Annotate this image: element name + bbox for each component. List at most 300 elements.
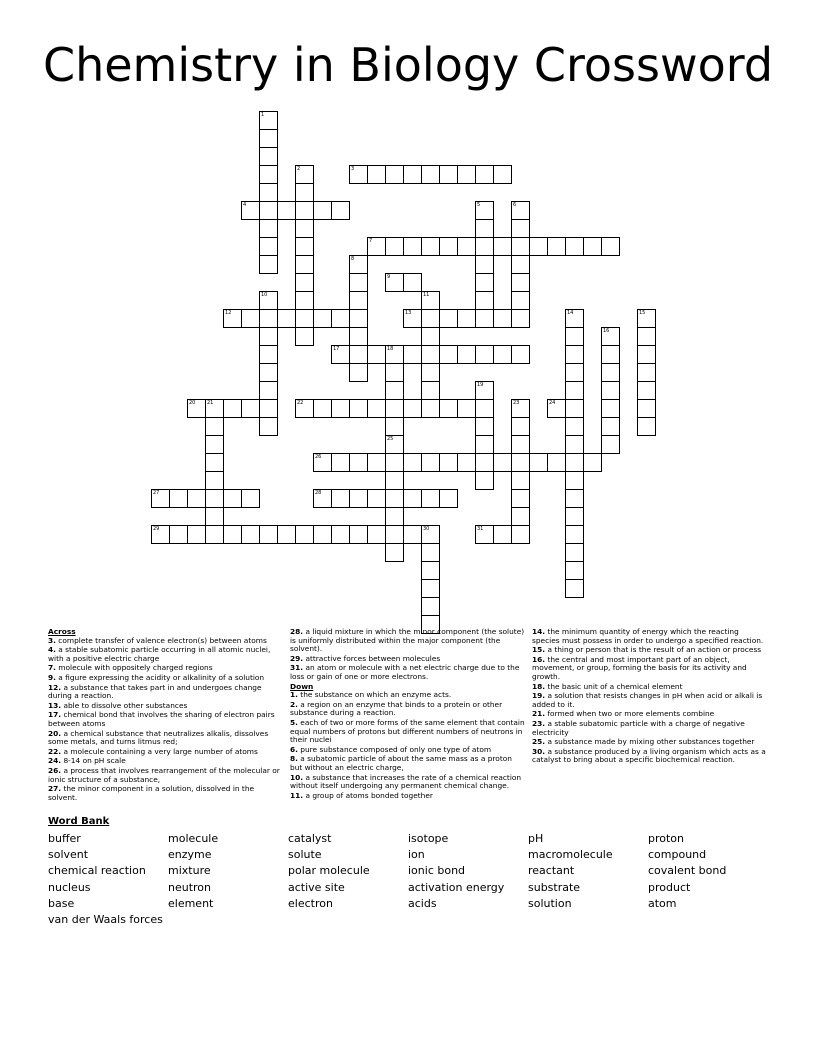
crossword-cell[interactable]: [511, 219, 530, 238]
crossword-cell[interactable]: [421, 237, 440, 256]
crossword-cell[interactable]: [331, 201, 350, 220]
crossword-cell[interactable]: [565, 237, 584, 256]
page-title: Chemistry in Biology Crossword: [42, 38, 774, 92]
word-bank-word: covalent bond: [648, 864, 727, 878]
crossword-cell[interactable]: [421, 309, 440, 328]
crossword-cell[interactable]: [511, 507, 530, 526]
crossword-cell[interactable]: [565, 381, 584, 400]
crossword-cell[interactable]: [457, 453, 476, 472]
crossword-cell[interactable]: [205, 471, 224, 490]
clue-number: 6: [513, 202, 517, 208]
crossword-cell[interactable]: [367, 345, 386, 364]
crossword-cell[interactable]: [475, 525, 494, 544]
crossword-cell[interactable]: [403, 273, 422, 292]
crossword-cell[interactable]: [349, 291, 368, 310]
word-bank-word: molecule: [168, 832, 219, 845]
crossword-cell[interactable]: [331, 525, 350, 544]
clue-number: 24.: [48, 756, 62, 766]
crossword-cell[interactable]: [259, 165, 278, 184]
crossword-cell[interactable]: [187, 399, 206, 418]
crossword-cell[interactable]: [187, 525, 206, 544]
crossword-cell[interactable]: [637, 327, 656, 346]
crossword-cell[interactable]: [385, 237, 404, 256]
crossword-cell[interactable]: [385, 345, 404, 364]
crossword-cell[interactable]: [403, 399, 422, 418]
crossword-cell[interactable]: [475, 165, 494, 184]
crossword-cell[interactable]: [385, 525, 404, 544]
clue-text: the substance on which an enzyme acts.: [297, 690, 452, 700]
crossword-cell[interactable]: [241, 309, 260, 328]
crossword-cell[interactable]: [565, 363, 584, 382]
crossword-cell[interactable]: [637, 309, 656, 328]
crossword-cell[interactable]: [601, 381, 620, 400]
crossword-cell[interactable]: [421, 165, 440, 184]
crossword-cell[interactable]: [475, 219, 494, 238]
crossword-cell[interactable]: [367, 165, 386, 184]
crossword-cell[interactable]: [349, 453, 368, 472]
clue-number: 8: [351, 256, 355, 262]
clue-text: a region on an enzyme that binds to a protein or other substance during a reaction.: [290, 699, 503, 718]
clue-text: chemical bond that involves the sharing of electron pairs between atoms: [48, 710, 275, 728]
crossword-cell[interactable]: [349, 363, 368, 382]
clue-number: 11.: [290, 790, 304, 800]
crossword-cell[interactable]: [493, 237, 512, 256]
down-clue: [532, 748, 768, 765]
clue-number: 29.: [290, 653, 304, 663]
crossword-cell[interactable]: [385, 507, 404, 526]
crossword-cell[interactable]: [295, 525, 314, 544]
word-bank-word: solvent: [48, 848, 89, 862]
crossword-cell[interactable]: [241, 489, 260, 508]
crossword-cell[interactable]: [637, 345, 656, 364]
crossword-cell[interactable]: [565, 543, 584, 562]
clue-text: 8-14 on pH scale: [61, 756, 126, 766]
crossword-cell[interactable]: [295, 183, 314, 202]
crossword-cell[interactable]: [403, 489, 422, 508]
crossword-cell[interactable]: [367, 399, 386, 418]
word-bank-word: atom: [648, 896, 677, 910]
crossword-cell[interactable]: [565, 507, 584, 526]
clue-text: a thing or person that is the result of an action or process: [545, 645, 762, 655]
crossword-cell[interactable]: [565, 399, 584, 418]
crossword-cell[interactable]: [259, 363, 278, 382]
clue-number: 6.: [290, 744, 298, 754]
crossword-cell[interactable]: [295, 219, 314, 238]
clue-text: a figure expressing the acidity or alkalinity of a solution: [55, 672, 265, 682]
crossword-cell[interactable]: [511, 273, 530, 292]
crossword-cell[interactable]: [493, 165, 512, 184]
crossword-cell[interactable]: [511, 453, 530, 472]
crossword-cell[interactable]: [421, 597, 440, 616]
crossword-cell[interactable]: [277, 309, 296, 328]
crossword-cell[interactable]: [421, 543, 440, 562]
crossword-cell[interactable]: [403, 453, 422, 472]
crossword-cell[interactable]: [277, 201, 296, 220]
crossword-cell[interactable]: [439, 453, 458, 472]
crossword-cell[interactable]: [475, 255, 494, 274]
crossword-cell[interactable]: [259, 345, 278, 364]
crossword-cell[interactable]: [295, 273, 314, 292]
crossword-cell[interactable]: [349, 399, 368, 418]
across-clue: [290, 628, 526, 654]
crossword-cell[interactable]: [565, 471, 584, 490]
crossword-cell[interactable]: [349, 255, 368, 274]
crossword-cell[interactable]: [475, 309, 494, 328]
crossword-cell[interactable]: [565, 453, 584, 472]
crossword-cell[interactable]: [349, 327, 368, 346]
crossword-cell[interactable]: [295, 255, 314, 274]
across-clue: [48, 646, 280, 663]
crossword-cell[interactable]: [367, 525, 386, 544]
crossword-cell[interactable]: [259, 291, 278, 310]
crossword-cell[interactable]: [421, 291, 440, 310]
word-bank-word: catalyst: [288, 832, 332, 845]
clue-number: 14.: [532, 627, 546, 636]
crossword-cell[interactable]: [511, 471, 530, 490]
crossword-cell[interactable]: [511, 417, 530, 436]
crossword-cell[interactable]: [169, 525, 188, 544]
crossword-cell[interactable]: [385, 417, 404, 436]
crossword-cell[interactable]: [475, 273, 494, 292]
clue-text: the central and most important part of an object, movement, or group, forming the basis for its activity and growth.: [532, 654, 747, 681]
crossword-cell[interactable]: [565, 561, 584, 580]
clue-text: formed when two or more elements combine: [545, 709, 715, 719]
crossword-cell[interactable]: [403, 345, 422, 364]
crossword-cell[interactable]: [493, 453, 512, 472]
clue-number: 16: [603, 328, 610, 334]
crossword-cell[interactable]: [187, 489, 206, 508]
crossword-cell[interactable]: [601, 435, 620, 454]
clue-number: 13: [405, 310, 412, 316]
crossword-cell[interactable]: [511, 525, 530, 544]
word-bank-word: activation energy: [408, 880, 505, 894]
clue-number: 18.: [532, 681, 546, 691]
crossword-cell[interactable]: [259, 147, 278, 166]
word-bank-word: base: [48, 896, 75, 910]
crossword-cell[interactable]: [151, 489, 170, 508]
crossword-cell[interactable]: [385, 543, 404, 562]
crossword-cell[interactable]: [421, 399, 440, 418]
crossword-cell[interactable]: [331, 345, 350, 364]
crossword-cell[interactable]: [385, 435, 404, 454]
crossword-cell[interactable]: [205, 489, 224, 508]
crossword-cell[interactable]: [601, 327, 620, 346]
crossword-cell[interactable]: [421, 561, 440, 580]
clue-number: 25: [387, 436, 394, 442]
crossword-cell[interactable]: [511, 237, 530, 256]
crossword-cell[interactable]: [223, 525, 242, 544]
crossword-cell[interactable]: [439, 489, 458, 508]
crossword-cell[interactable]: [259, 219, 278, 238]
crossword-cell[interactable]: [349, 345, 368, 364]
crossword-cell[interactable]: [511, 291, 530, 310]
crossword-cell[interactable]: [439, 399, 458, 418]
across-clue: [48, 664, 280, 673]
crossword-cell[interactable]: [475, 417, 494, 436]
crossword-cell[interactable]: [295, 201, 314, 220]
crossword-cell[interactable]: [565, 417, 584, 436]
down-clue: [290, 746, 526, 755]
crossword-cell[interactable]: [259, 183, 278, 202]
clue-number: 28.: [290, 627, 304, 636]
crossword-cell[interactable]: [475, 399, 494, 418]
crossword-cell[interactable]: [403, 525, 422, 544]
crossword-cell[interactable]: [511, 435, 530, 454]
clue-text: a liquid mixture in which the minor component (the solute) is uniformly distributed within the major component (the solvent).: [290, 627, 525, 654]
crossword-cell[interactable]: [367, 453, 386, 472]
crossword-cell[interactable]: [421, 453, 440, 472]
clue-number: 5.: [290, 717, 298, 727]
clue-text: pure substance composed of only one type of atom: [297, 744, 492, 754]
clue-number: 4: [243, 202, 247, 208]
crossword-cell[interactable]: [583, 453, 602, 472]
crossword-cell[interactable]: [475, 435, 494, 454]
crossword-cell[interactable]: [385, 273, 404, 292]
across-clue: [48, 711, 280, 728]
crossword-cell[interactable]: [385, 399, 404, 418]
crossword-cell[interactable]: [403, 237, 422, 256]
across-clue: [48, 785, 280, 802]
crossword-cell[interactable]: [295, 237, 314, 256]
clue-number: 26.: [48, 765, 62, 775]
across-clue: [48, 702, 280, 711]
crossword-cell[interactable]: [241, 201, 260, 220]
across-clue: [48, 748, 280, 757]
crossword-cell[interactable]: [259, 237, 278, 256]
clue-number: 22.: [48, 746, 62, 756]
clue-text: a process that involves rearrangement of the molecular or ionic structure of a substance,: [48, 765, 280, 784]
crossword-cell[interactable]: [421, 525, 440, 544]
clue-text: a group of atoms bonded together: [303, 790, 433, 800]
crossword-cell[interactable]: [205, 399, 224, 418]
clue-number: 31.: [290, 663, 304, 673]
word-bank-word: electron: [288, 896, 333, 910]
word-bank-word: nucleus: [48, 880, 91, 894]
crossword-cell[interactable]: [349, 309, 368, 328]
crossword-cell[interactable]: [367, 489, 386, 508]
crossword-cell[interactable]: [385, 165, 404, 184]
clue-number: 9: [387, 274, 391, 280]
word-bank-word: chemical reaction: [48, 864, 146, 878]
clue-text: molecule with oppositely charged regions: [55, 663, 213, 673]
crossword-cell[interactable]: [403, 165, 422, 184]
crossword-cell[interactable]: [331, 309, 350, 328]
clue-number: 21.: [532, 709, 546, 719]
crossword-cell[interactable]: [349, 525, 368, 544]
clue-number: 23: [513, 400, 520, 406]
crossword-cell[interactable]: [367, 237, 386, 256]
crossword-cell[interactable]: [529, 237, 548, 256]
clue-text: complete transfer of valence electron(s) between atoms: [55, 635, 267, 645]
across-clue: [48, 637, 280, 646]
clue-text: attractive forces between molecules: [303, 653, 441, 663]
crossword-cell[interactable]: [259, 525, 278, 544]
crossword-cell[interactable]: [511, 345, 530, 364]
crossword-cell[interactable]: [313, 489, 332, 508]
clue-number: 24: [549, 400, 556, 406]
crossword-cell[interactable]: [331, 489, 350, 508]
crossword-cell[interactable]: [295, 165, 314, 184]
crossword-cell[interactable]: [475, 291, 494, 310]
crossword-cell[interactable]: [295, 309, 314, 328]
crossword-cell[interactable]: [457, 345, 476, 364]
clue-number: 27: [153, 490, 160, 496]
crossword-cell[interactable]: [385, 363, 404, 382]
crossword-cell[interactable]: [601, 417, 620, 436]
crossword-cell[interactable]: [511, 489, 530, 508]
word-bank-word: enzyme: [168, 848, 212, 862]
crossword-cell[interactable]: [205, 453, 224, 472]
word-bank-column: [168, 831, 218, 912]
crossword-cell[interactable]: [223, 399, 242, 418]
clue-number: 1: [261, 112, 265, 118]
word-bank-column: [528, 831, 613, 912]
crossword-cell[interactable]: [295, 399, 314, 418]
crossword-cell[interactable]: [313, 525, 332, 544]
crossword-cell[interactable]: [637, 417, 656, 436]
crossword-cell[interactable]: [241, 525, 260, 544]
crossword-cell[interactable]: [259, 255, 278, 274]
crossword-cell[interactable]: [421, 381, 440, 400]
crossword-cell[interactable]: [511, 201, 530, 220]
crossword-cell[interactable]: [475, 471, 494, 490]
crossword-cell[interactable]: [421, 327, 440, 346]
crossword-cell[interactable]: [385, 453, 404, 472]
crossword-cell[interactable]: [313, 453, 332, 472]
crossword-cell[interactable]: [205, 417, 224, 436]
crossword-cell[interactable]: [493, 525, 512, 544]
crossword-cell[interactable]: [565, 525, 584, 544]
crossword-cell[interactable]: [637, 363, 656, 382]
crossword-cell[interactable]: [421, 489, 440, 508]
crossword-cell[interactable]: [511, 255, 530, 274]
crossword-cell[interactable]: [457, 165, 476, 184]
crossword-cell[interactable]: [493, 309, 512, 328]
crossword-cell[interactable]: [385, 381, 404, 400]
crossword-cell[interactable]: [601, 345, 620, 364]
crossword-cell[interactable]: [601, 399, 620, 418]
crossword-cell[interactable]: [151, 525, 170, 544]
crossword-cell[interactable]: [511, 399, 530, 418]
clue-number: 17.: [48, 710, 62, 720]
crossword-cell[interactable]: [457, 309, 476, 328]
crossword-cell[interactable]: [331, 399, 350, 418]
crossword-cell[interactable]: [439, 309, 458, 328]
crossword-cell[interactable]: [547, 237, 566, 256]
crossword-cell[interactable]: [385, 489, 404, 508]
crossword-cell[interactable]: [565, 309, 584, 328]
crossword-cell[interactable]: [457, 237, 476, 256]
crossword-cell[interactable]: [565, 489, 584, 508]
crossword-cell[interactable]: [295, 327, 314, 346]
crossword-cell[interactable]: [205, 507, 224, 526]
crossword-cell[interactable]: [565, 435, 584, 454]
crossword-cell[interactable]: [475, 381, 494, 400]
word-bank-word: product: [648, 880, 691, 894]
crossword-cell[interactable]: [223, 489, 242, 508]
crossword-cell[interactable]: [475, 453, 494, 472]
clue-text: the minor component in a solution, dissolved in the solvent.: [48, 784, 255, 802]
crossword-cell[interactable]: [637, 399, 656, 418]
crossword-cell[interactable]: [259, 129, 278, 148]
crossword-cell[interactable]: [205, 525, 224, 544]
crossword-cell[interactable]: [421, 579, 440, 598]
crossword-cell[interactable]: [205, 435, 224, 454]
word-bank-word: active site: [288, 880, 345, 894]
crossword-cell[interactable]: [295, 291, 314, 310]
crossword-cell[interactable]: [493, 345, 512, 364]
crossword-cell[interactable]: [421, 363, 440, 382]
crossword-cell[interactable]: [511, 309, 530, 328]
crossword-cell[interactable]: [385, 471, 404, 490]
crossword-cell[interactable]: [313, 201, 332, 220]
down-clue: [532, 646, 768, 655]
crossword-cell[interactable]: [259, 417, 278, 436]
word-bank-column: [48, 831, 163, 928]
crossword-cell[interactable]: [403, 309, 422, 328]
crossword-cell[interactable]: [223, 309, 242, 328]
crossword-cell[interactable]: [313, 399, 332, 418]
crossword-cell[interactable]: [439, 237, 458, 256]
crossword-cell[interactable]: [457, 399, 476, 418]
clues-column-1: [48, 628, 280, 803]
crossword-cell[interactable]: [475, 201, 494, 220]
across-clue: [48, 674, 280, 683]
crossword-cell[interactable]: [349, 273, 368, 292]
down-clue: [290, 774, 526, 791]
clues-column-3: [532, 628, 768, 766]
clue-number: 30.: [532, 746, 546, 756]
crossword-cell[interactable]: [547, 453, 566, 472]
crossword-cell[interactable]: [583, 237, 602, 256]
crossword-cell[interactable]: [259, 111, 278, 130]
crossword-cell[interactable]: [547, 399, 566, 418]
crossword-cell[interactable]: [439, 345, 458, 364]
crossword-cell[interactable]: [565, 345, 584, 364]
crossword-cell[interactable]: [349, 165, 368, 184]
crossword-cell[interactable]: [331, 453, 350, 472]
crossword-cell[interactable]: [601, 237, 620, 256]
crossword-cell[interactable]: [241, 399, 260, 418]
crossword-cell[interactable]: [529, 453, 548, 472]
down-clue: [290, 691, 526, 700]
crossword-cell[interactable]: [475, 237, 494, 256]
crossword-cell[interactable]: [277, 525, 296, 544]
crossword-cell[interactable]: [259, 201, 278, 220]
down-clue: [532, 720, 768, 737]
crossword-cell[interactable]: [439, 165, 458, 184]
crossword-cell[interactable]: [313, 309, 332, 328]
clue-text: a molecule containing a very large number of atoms: [61, 746, 258, 756]
crossword-cell[interactable]: [475, 345, 494, 364]
crossword-cell[interactable]: [421, 345, 440, 364]
crossword-cell[interactable]: [259, 399, 278, 418]
crossword-cell[interactable]: [259, 381, 278, 400]
across-clue: [290, 664, 526, 681]
crossword-cell[interactable]: [565, 579, 584, 598]
crossword-cell[interactable]: [169, 489, 188, 508]
clue-text: the basic unit of a chemical element: [545, 681, 683, 691]
word-bank-word: proton: [648, 832, 685, 845]
clue-text: a substance that takes part in and undergoes change during a reaction.: [48, 682, 262, 701]
crossword-cell[interactable]: [349, 489, 368, 508]
crossword-cell[interactable]: [259, 309, 278, 328]
crossword-cell[interactable]: [565, 327, 584, 346]
crossword-cell[interactable]: [259, 327, 278, 346]
crossword-cell[interactable]: [637, 381, 656, 400]
word-bank-word: acids: [408, 896, 437, 910]
crossword-cell[interactable]: [601, 363, 620, 382]
